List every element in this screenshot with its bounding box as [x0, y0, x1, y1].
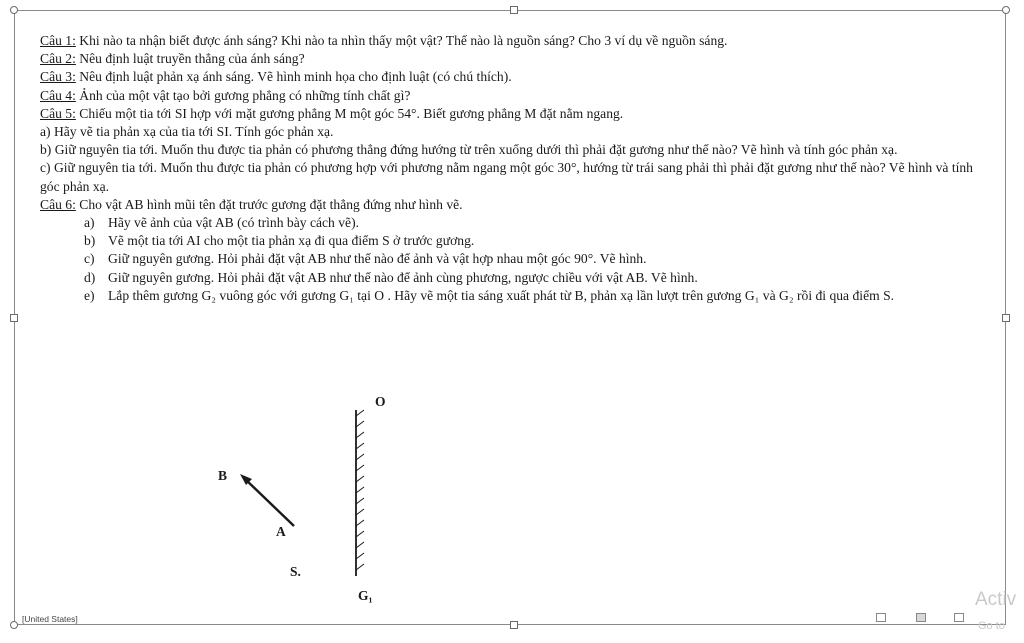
question-6-part-c — [40, 250, 980, 268]
question-text: Cho vật AB hình mũi tên đặt trước gương đặt thẳng đứng như hình vẽ. — [75, 196, 463, 212]
hatch-mark — [356, 520, 364, 526]
hatch-mark — [356, 531, 364, 537]
question-6-part-a — [40, 214, 980, 232]
hatch-mark — [356, 410, 364, 416]
question-3 — [40, 68, 980, 86]
question-1 — [40, 32, 980, 50]
question-2 — [40, 50, 980, 68]
resize-handle-middle-right[interactable] — [1002, 314, 1010, 322]
question-text: Ảnh của một vật tạo bởi gương phẳng có những tính chất gì? — [75, 87, 411, 103]
part-mark: a) — [84, 215, 95, 231]
print-layout-icon[interactable] — [916, 613, 926, 622]
document-body — [40, 32, 980, 305]
part-mark: d) — [84, 269, 96, 285]
hatch-mark — [356, 476, 364, 482]
question-text: Khi nào ta nhận biết được ánh sáng? Khi nào ta nhìn thấy một vật? Thế nào là nguồn sáng? Cho 3 ví dụ về nguồn sáng. — [75, 33, 728, 48]
resize-handle-top-center[interactable] — [510, 6, 518, 14]
question-6-part-b — [40, 232, 980, 250]
part-mark: b) — [84, 233, 96, 249]
label-o: O — [375, 394, 386, 409]
question-text: Nêu định luật truyền thẳng của ánh sáng? — [75, 51, 305, 67]
web-layout-icon[interactable] — [954, 613, 964, 622]
read-mode-icon[interactable] — [876, 613, 886, 622]
label-b: B — [218, 468, 228, 483]
activation-watermark: Activ — [975, 589, 1017, 610]
hatch-mark — [356, 454, 364, 460]
question-5 — [40, 105, 980, 123]
hatch-mark — [356, 432, 364, 438]
hatch-mark — [356, 564, 364, 570]
language-indicator[interactable]: [United States] — [22, 614, 78, 624]
question-4 — [40, 87, 980, 105]
hatch-mark — [356, 421, 364, 427]
status-bar — [14, 611, 1006, 627]
part-mark: c) — [84, 251, 95, 267]
question-text: Nêu định luật phản xạ ánh sáng. Vẽ hình minh họa cho định luật (có chú thích). — [75, 69, 512, 85]
hatch-mark — [356, 542, 364, 548]
label-g1: G₁ — [358, 588, 373, 603]
part-text: Hãy vẽ ảnh của vật AB (có trình bày cách vẽ). — [108, 215, 360, 231]
mirror-figure — [200, 388, 400, 608]
part-text: Vẽ một tia tới AI cho một tia phản xạ đi qua điểm S ở trước gương. — [108, 233, 475, 249]
resize-handle-top-right[interactable] — [1002, 6, 1010, 14]
hatch-mark — [356, 498, 364, 504]
part-text: Lắp thêm gương G₂ vuông góc với gương G₁ tại O . Hãy vẽ một tia sáng xuất phát từ B, phản xạ lần lượt trên gương G₁ và G₂ rồi đi qua điểm S. — [108, 287, 895, 303]
part-text: Giữ nguyên gương. Hỏi phải đặt vật AB như thế nào để ảnh và vật hợp nhau một góc 90°. Vẽ hình. — [108, 251, 647, 267]
question-text: Chiếu một tia tới SI hợp với mặt gương phẳng M một góc 54°. Biết gương phẳng M đặt nằm ngang. — [75, 105, 624, 121]
question-label: Câu 5: — [40, 105, 76, 121]
question-label: Câu 4: — [40, 87, 76, 103]
question-5-part-a: a) Hãy vẽ tia phản xạ của tia tới SI. Tính góc phản xạ. — [40, 124, 334, 140]
activation-watermark-sub: Go to — [978, 620, 1005, 632]
question-label: Câu 3: — [40, 69, 76, 85]
question-label: Câu 6: — [40, 196, 76, 212]
hatch-mark — [356, 465, 364, 471]
object-ab-arrow — [244, 478, 294, 526]
label-a: A — [276, 524, 286, 539]
hatch-mark — [356, 487, 364, 493]
question-6-part-d — [40, 269, 980, 287]
question-5-part-c: c) Giữ nguyên tia tới. Muốn thu được tia phản có phương hợp với phương nằm ngang một góc 30°, hướng từ trái sang phải thì phải đặt gương như thế nào? Vẽ hình và tính góc phản xạ. — [40, 160, 973, 194]
question-5-part-b: b) Giữ nguyên tia tới. Muốn thu được tia phản có phương thẳng đứng hướng từ trên xuống dưới thì phải đặt gương như thế nào? Vẽ hình và tính góc phản xạ. — [40, 142, 898, 158]
question-6-part-e — [40, 287, 980, 305]
hatch-mark — [356, 509, 364, 515]
hatch-mark — [356, 553, 364, 559]
question-6 — [40, 196, 980, 214]
resize-handle-top-left[interactable] — [10, 6, 18, 14]
question-label: Câu 1: — [40, 33, 76, 48]
question-label: Câu 2: — [40, 51, 76, 67]
mirror-hatching — [356, 410, 364, 570]
part-text: Giữ nguyên gương. Hỏi phải đặt vật AB như thế nào để ảnh cùng phương, ngược chiều với vật AB. Vẽ hình. — [108, 269, 698, 285]
label-s: S. — [290, 564, 301, 579]
resize-handle-middle-left[interactable] — [10, 314, 18, 322]
hatch-mark — [356, 443, 364, 449]
part-mark: e) — [84, 287, 95, 303]
